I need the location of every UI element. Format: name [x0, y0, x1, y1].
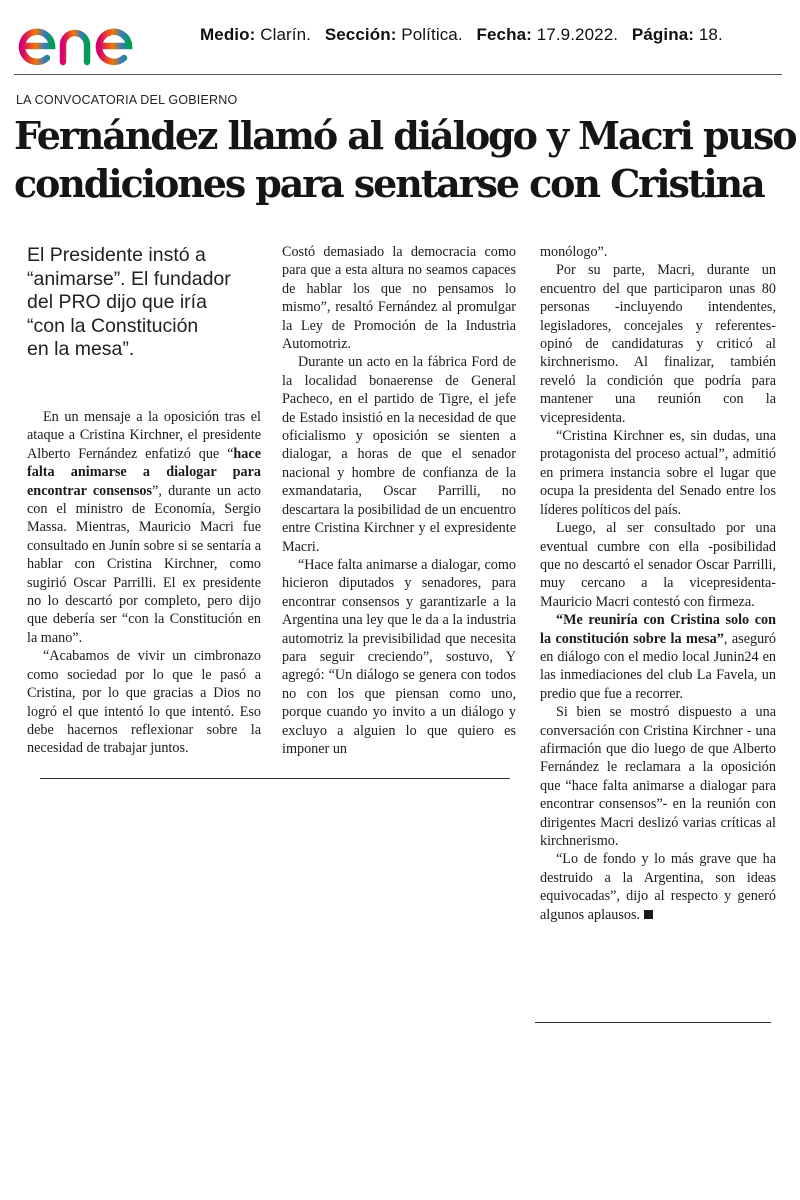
lead-line: El Presidente instó a — [27, 244, 206, 266]
lead-line: del PRO dijo que iría — [27, 291, 207, 313]
paragraph-text: ”, durante un acto con el ministro de Economía, Sergio Massa. Mientras, Mauricio Macri fue consultado en Junín sobre si se sentaría a hablar con Cristina Kirchner, como sugirió Oscar Parrilli. El ex presidente no lo descartó por completo, pero dijo que debería ser “con la Constitución en la mano”. — [27, 482, 261, 646]
paragraph: monólogo”. — [540, 244, 608, 260]
header-divider — [14, 74, 782, 75]
seccion-value: Política. — [401, 25, 463, 44]
headline — [14, 112, 794, 208]
lead-line: en la mesa”. — [27, 338, 135, 360]
end-of-article-mark — [644, 910, 653, 919]
paragraph-bold-quote: hace falta animarse a dialogar para encontrar consensos — [27, 445, 261, 499]
article-column-3 — [540, 243, 776, 924]
lead-line: “animarse”. El fundador — [27, 267, 231, 290]
paragraph: Por su parte, Macri, durante un encuentro del que participaron unas 80 personas -incluyendo intendentes, legisladores, concejales y referentes- opinó de candidaturas y criticó al kirchnerismo. Al finalizar, también reveló la condición que podría para mantener una reunión con la vicepresidenta. — [540, 262, 776, 426]
headline-line-2: condiciones para sentarse con Cristina — [14, 161, 764, 206]
column-end-rule — [40, 778, 510, 779]
fecha-label: Fecha: — [476, 25, 532, 44]
lead-summary — [27, 244, 267, 362]
paragraph: Luego, al ser consultado por una eventual cumbre con ella -posibilidad que no descartó el senador Oscar Parrilli, muy cercano a la vicepresidenta- Mauricio Macri contestó con firmeza. — [540, 520, 776, 610]
paragraph: “Hace falta animarse a dialogar, como hicieron diputados y senadores, para encontrar consensos y garantizarle a la Argentina una ley que le da a la industria automotriz la previsibilidad que necesita para seguir creciendo”, sostuvo, Y agregó: “Un diálogo se genera con todos no con los que piensan como uno, porque cuando yo invito a un diálogo y excluyo a alguien lo que quiero es imponer un — [282, 556, 516, 757]
paragraph: Costó demasiado la democracia como para que a esta altura no seamos capaces de hablar los que no pensamos lo mismo”, resaltó Fernández al promulgar la Ley de Promoción de la Industria Automotriz. — [282, 244, 516, 353]
paragraph-text: , aseguró en diálogo con el medio local Junin24 en las inmediaciones del club La Favela, un predio que fue a recorrer. — [540, 630, 776, 702]
lead-line: “con la Constitución — [27, 314, 199, 337]
publication-meta — [200, 25, 723, 45]
paragraph — [540, 850, 776, 924]
article-column-1 — [27, 408, 261, 758]
fecha-value: 17.9.2022. — [536, 25, 619, 44]
paragraph-text: En un mensaje a la oposición tras el ataque a Cristina Kirchner, el presidente Alberto Fernández enfatizó que “ — [27, 409, 261, 462]
medio-value: Clarín. — [260, 25, 311, 44]
paragraph — [27, 408, 261, 647]
paragraph: “Acabamos de vivir un cimbronazo como sociedad por lo que le pasó a Cristina, por lo que gracias a Dios no logró el que intentó lo que intentó. Eso debe hacernos reflexionar sobre la necesidad de trabajar juntos. — [27, 648, 261, 757]
pagina-value: 18. — [698, 25, 723, 44]
column-end-rule — [535, 1022, 771, 1023]
paragraph: Si bien se mostró dispuesto a una conversación con Cristina Kirchner - una afirmación que dio luego de que Alberto Fernández le reclamara a la oposición que “hace falta animarse a dialogar para encontrar consensos”- en la reunión con dirigentes Macri deslizó varias críticas al kirchnerismo. — [540, 704, 776, 849]
enel-logo — [18, 8, 170, 66]
paragraph: Durante un acto en la fábrica Ford de la localidad bonaerense de General Pacheco, en el partido de Tigre, el jefe de Estado insistió en la necesidad de que oficialismo y oposición se sienten a dialogar, a horas de que el senador nacional y hombre de confianza de la exmandataria, Oscar Parrilli, no descartara la posibilidad de un encuentro entre Cristina Kirchner y el expresidente Macri. — [282, 354, 516, 555]
article-column-2 — [282, 243, 516, 758]
paragraph — [540, 611, 776, 703]
paragraph-text: “Lo de fondo y lo más grave que ha destruido a la Argentina, son ideas equivocadas”, dijo al respecto y generó algunos aplausos. — [540, 851, 776, 923]
medio-label: Medio: — [200, 25, 256, 44]
paragraph-bold-quote: “Me reuniría con Cristina solo con la constitución sobre la mesa” — [540, 612, 776, 647]
seccion-label: Sección: — [324, 25, 397, 44]
headline-line-1: Fernández llamó al diálogo y Macri puso — [14, 113, 796, 158]
paragraph: “Cristina Kirchner es, sin dudas, una protagonista del proceso actual”, admitió en primera instancia sobre el lugar que ocupa la presidenta del Senado entre los líderes políticos del país. — [540, 428, 776, 518]
pagina-label: Página: — [631, 25, 695, 44]
kicker: LA CONVOCATORIA DEL GOBIERNO — [16, 93, 238, 107]
